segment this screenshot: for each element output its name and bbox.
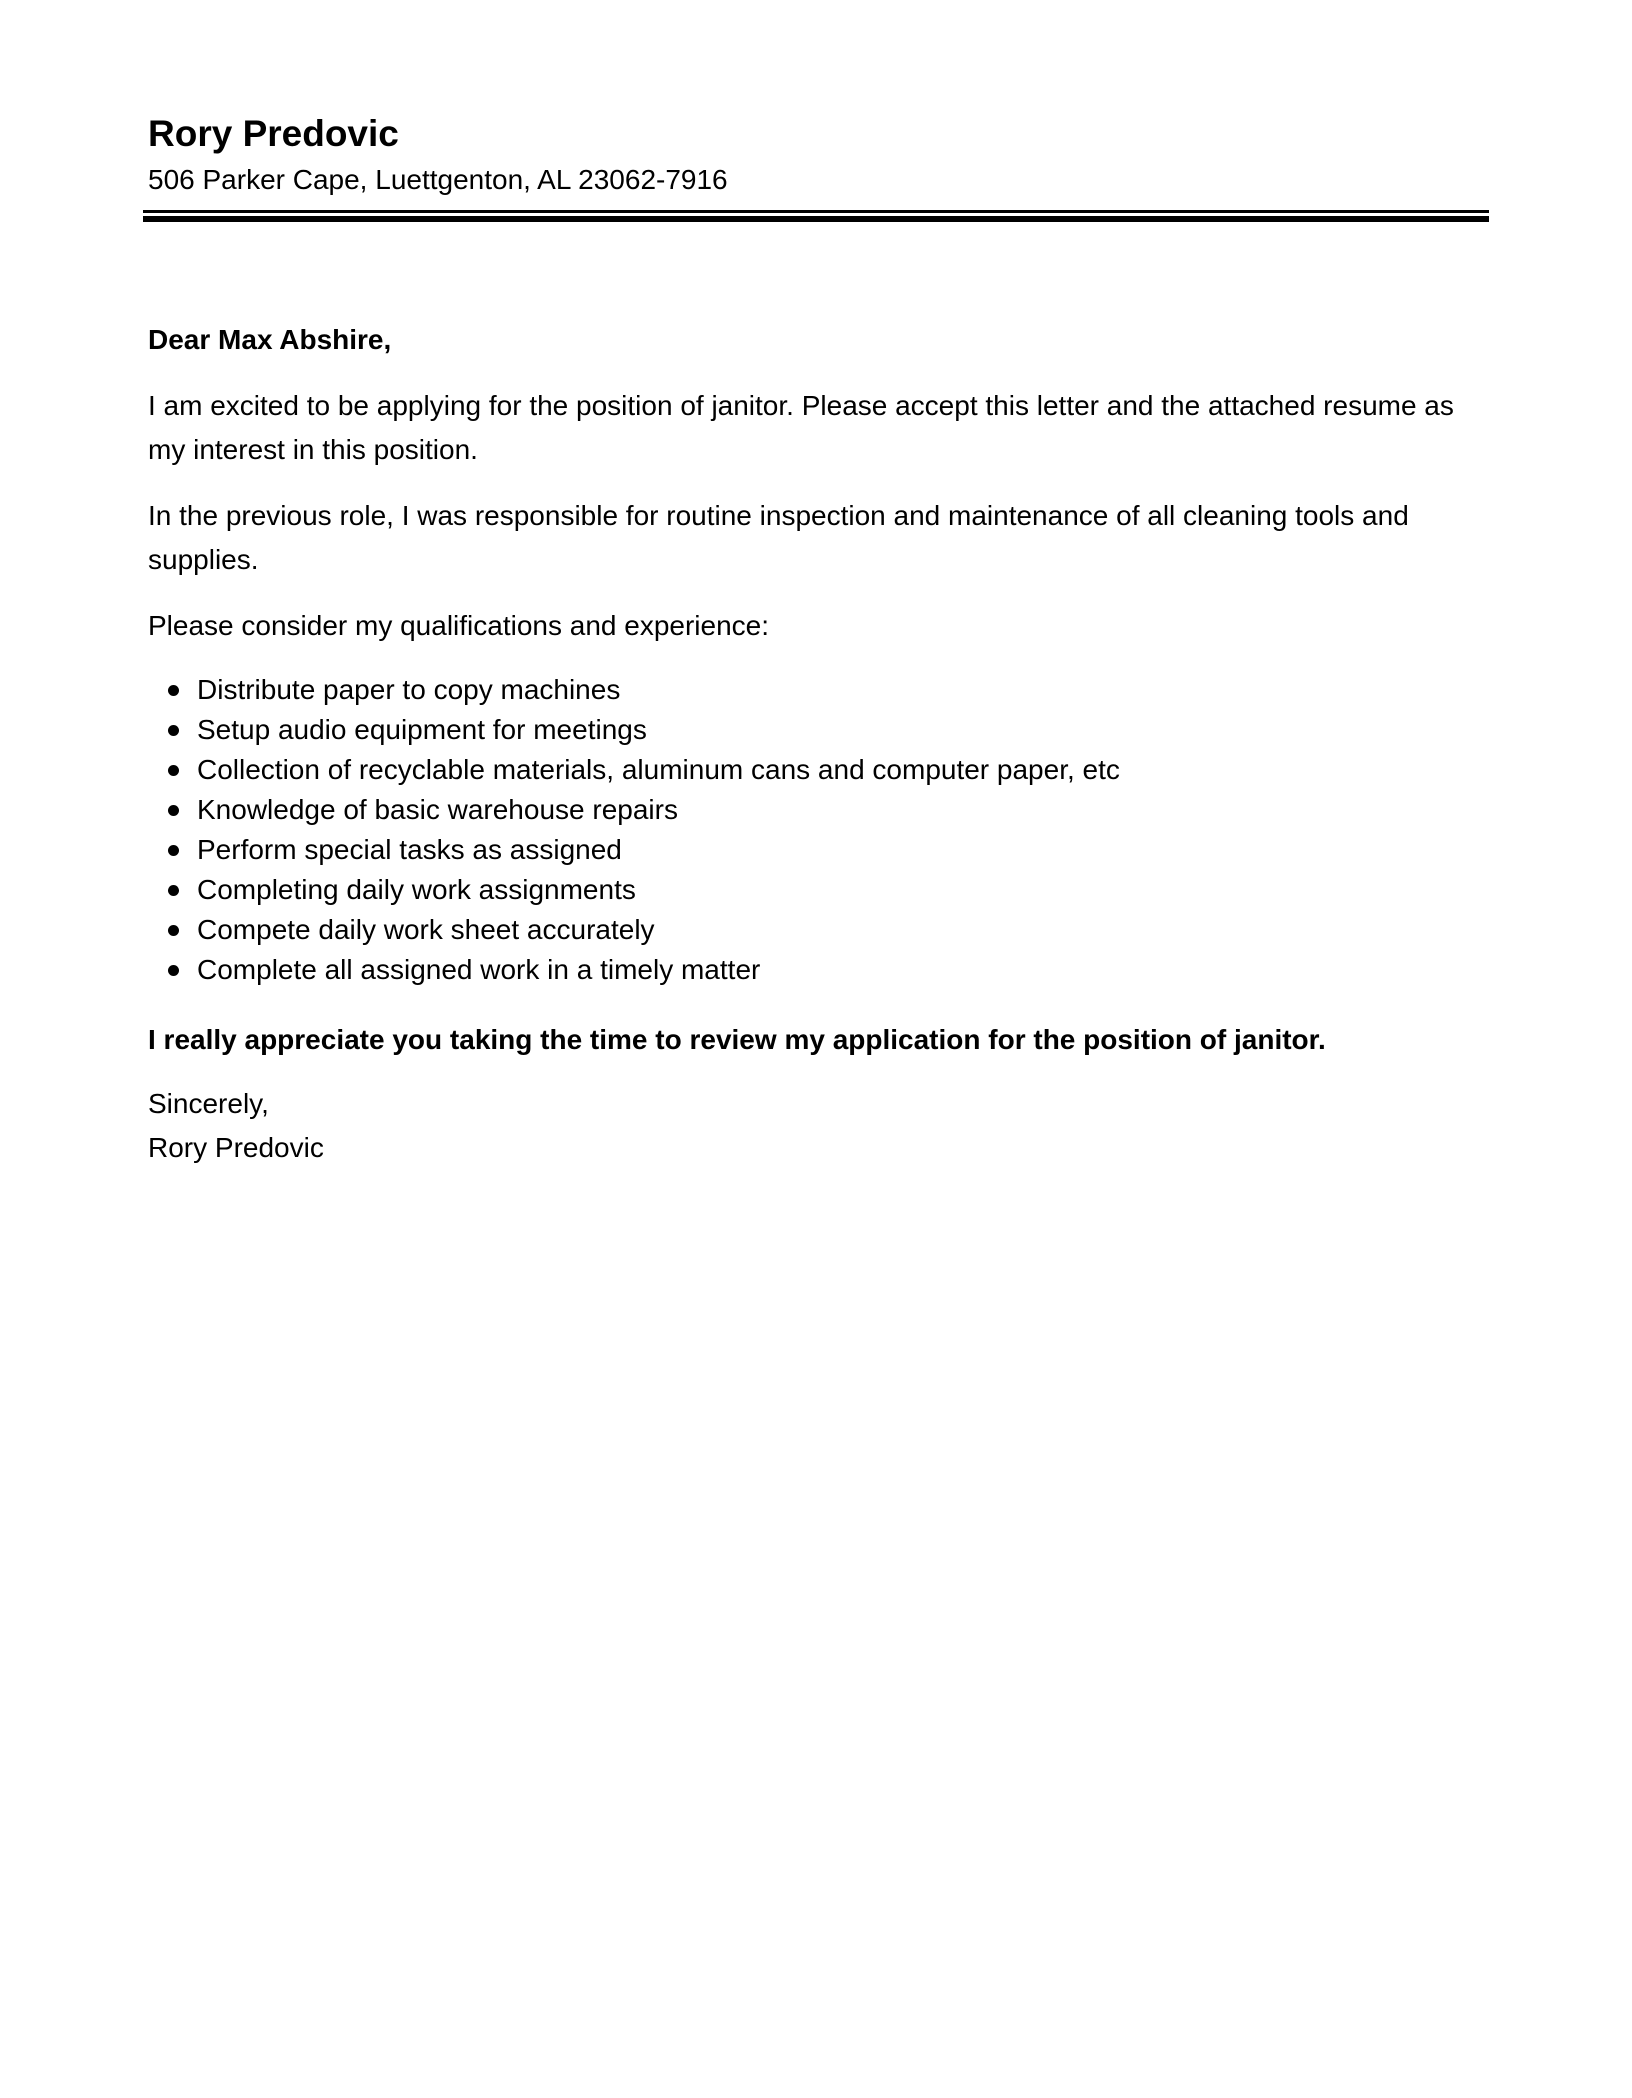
intro-paragraph: I am excited to be applying for the position of janitor. Please accept this letter and the attached resume as my interest in this position.	[148, 390, 1454, 465]
list-item	[148, 910, 1493, 950]
bullet-icon	[168, 885, 179, 896]
bullet-icon	[168, 925, 179, 936]
letter-header	[148, 108, 1488, 200]
header-divider-thick	[143, 216, 1489, 222]
salutation: Dear Max Abshire,	[148, 324, 392, 355]
header-divider-thin	[143, 210, 1489, 213]
list-item-text: Completing daily work assignments	[197, 874, 636, 905]
list-item	[148, 670, 1493, 710]
list-item	[148, 950, 1493, 990]
bullet-icon	[168, 845, 179, 856]
list-item-text: Complete all assigned work in a timely matter	[197, 954, 761, 985]
bullet-icon	[168, 685, 179, 696]
letter-body	[148, 318, 1493, 1170]
bullet-icon	[168, 805, 179, 816]
list-item	[148, 710, 1493, 750]
list-item-text: Distribute paper to copy machines	[197, 674, 621, 705]
list-item	[148, 750, 1493, 790]
sender-name: Rory Predovic	[148, 113, 399, 154]
list-item-text: Knowledge of basic warehouse repairs	[197, 794, 678, 825]
list-item	[148, 830, 1493, 870]
list-item-text: Collection of recyclable materials, aluminum cans and computer paper, etc	[197, 754, 1120, 785]
closing-statement: I really appreciate you taking the time to review my application for the position of janitor.	[148, 1024, 1326, 1055]
bullet-icon	[168, 725, 179, 736]
qualifications-intro: Please consider my qualifications and experience:	[148, 610, 770, 641]
signoff: Sincerely,	[148, 1088, 269, 1119]
experience-paragraph: In the previous role, I was responsible for routine inspection and maintenance of all cleaning tools and supplies.	[148, 500, 1409, 575]
list-item	[148, 790, 1493, 830]
list-item-text: Perform special tasks as assigned	[197, 834, 622, 865]
qualifications-list	[148, 670, 1493, 990]
header-divider	[143, 210, 1489, 222]
sender-address: 506 Parker Cape, Luettgenton, AL 23062-7916	[148, 164, 728, 195]
signature-name: Rory Predovic	[148, 1132, 324, 1163]
list-item-text: Compete daily work sheet accurately	[197, 914, 655, 945]
bullet-icon	[168, 765, 179, 776]
bullet-icon	[168, 965, 179, 976]
list-item-text: Setup audio equipment for meetings	[197, 714, 647, 745]
list-item	[148, 870, 1493, 910]
